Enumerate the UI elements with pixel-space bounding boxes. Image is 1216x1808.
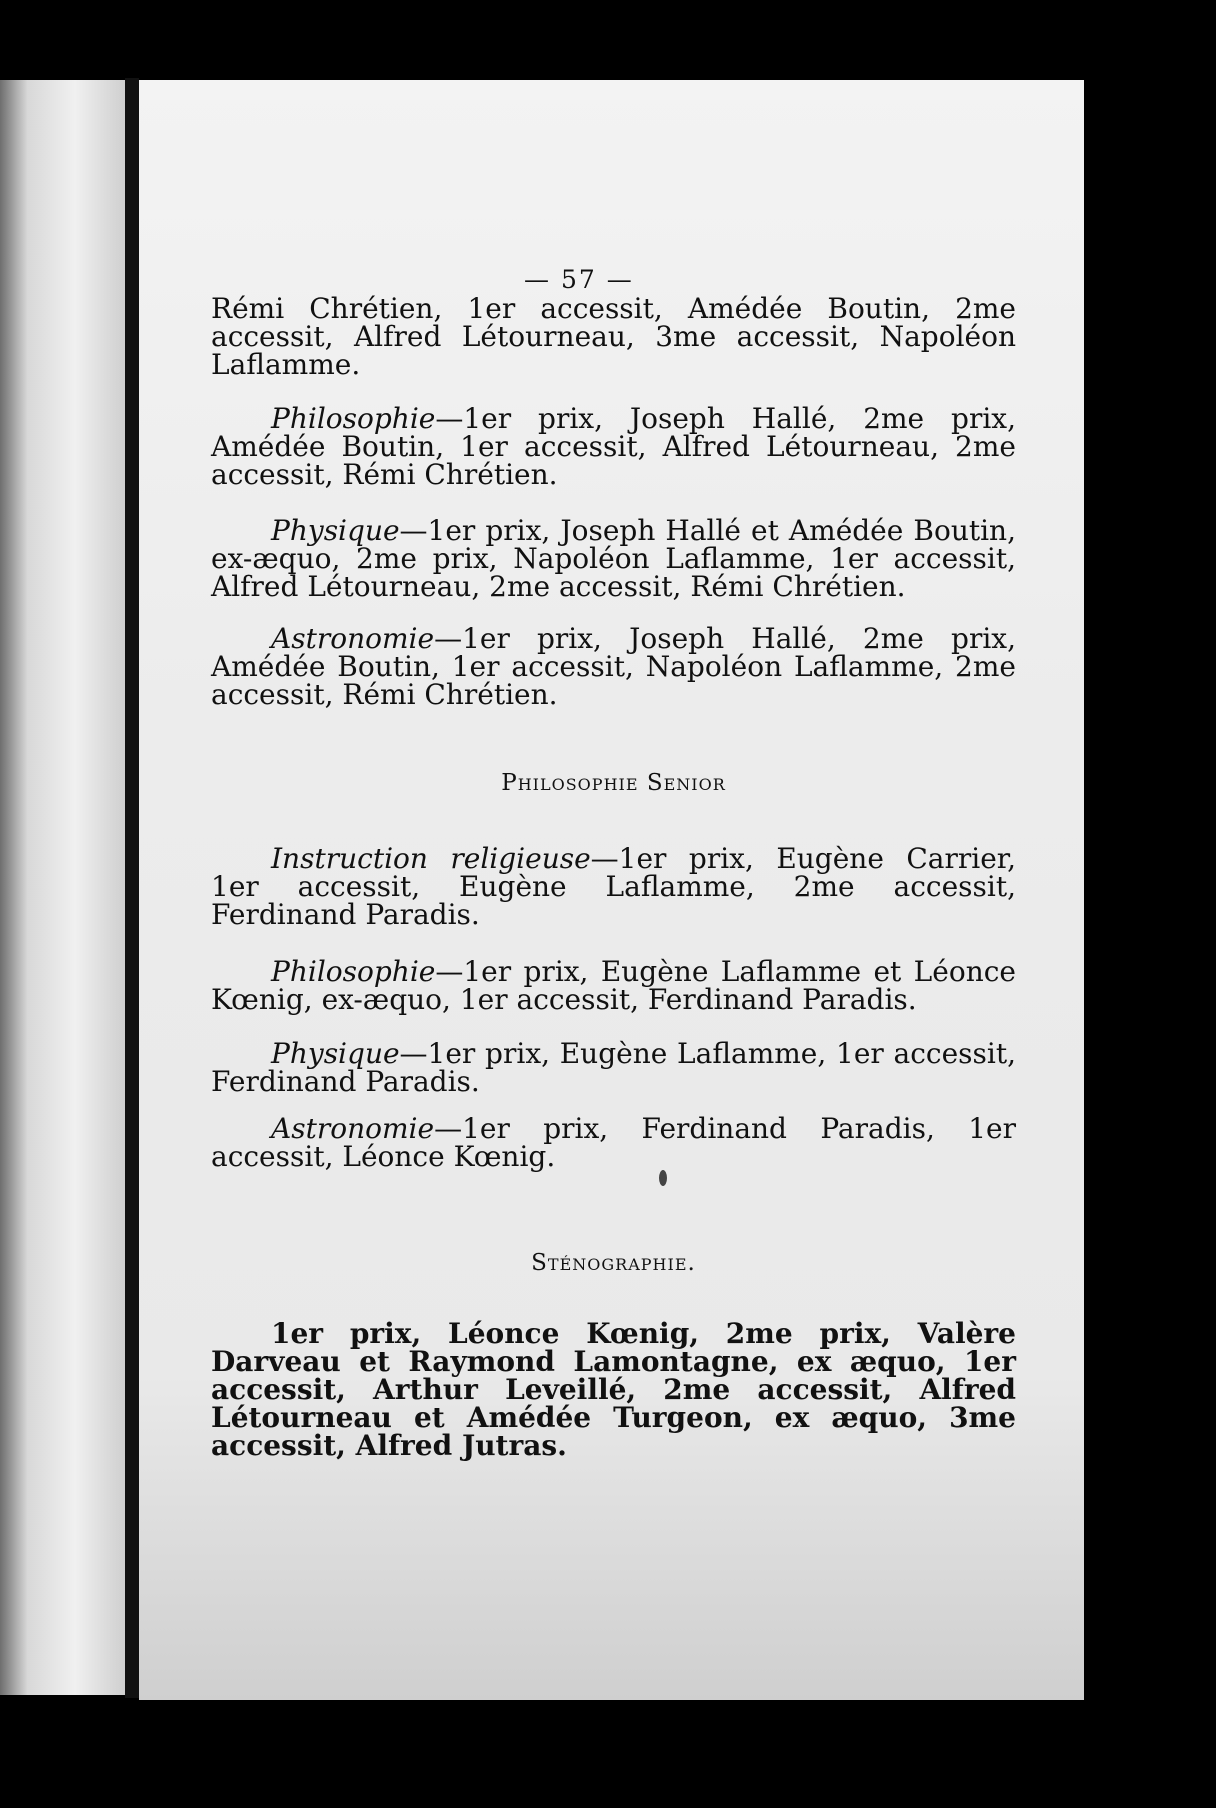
- paragraph-astronomie: Astronomie—1er prix, Joseph Hallé, 2me prix, Amédée Boutin, 1er accessit, Napoléon Laflamme, 2me accessit, Rémi Chrétien.: [211, 622, 1016, 711]
- subject-label: Philosophie: [271, 402, 436, 435]
- subject-label: Physique: [271, 1037, 400, 1070]
- subject-label: Physique: [271, 514, 400, 547]
- subject-label: Instruction religieuse: [271, 842, 591, 875]
- book-gutter: [125, 78, 139, 1698]
- left-page-edge: [0, 80, 125, 1695]
- paragraph-philosophie: Philosophie—1er prix, Joseph Hallé, 2me prix, Amédée Boutin, 1er accessit, Alfred Létourneau, 2me accessit, Rémi Chrétien.: [211, 402, 1016, 491]
- section-heading-stenographie: Sténographie.: [531, 1250, 696, 1276]
- section-heading-philosophie-senior: Philosophie Senior: [501, 770, 726, 796]
- book-page: [139, 80, 1084, 1700]
- paragraph-astronomie-senior: Astronomie—1er prix, Ferdinand Paradis, 1er accessit, Léonce Kœnig.: [211, 1112, 1016, 1173]
- page-number: — 57 —: [524, 265, 634, 294]
- subject-label: Astronomie: [271, 622, 435, 655]
- paragraph-continuation: Rémi Chrétien, 1er accessit, Amédée Boutin, 2me accessit, Alfred Létourneau, 3me accessit, Napoléon Laflamme.: [211, 292, 1016, 381]
- paragraph-physique-senior: Physique—1er prix, Eugène Laflamme, 1er accessit, Ferdinand Paradis.: [211, 1037, 1016, 1098]
- ink-speck: [659, 1170, 667, 1186]
- paragraph-physique: Physique—1er prix, Joseph Hallé et Amédée Boutin, ex-æquo, 2me prix, Napoléon Laflamme, 1er accessit, Alfred Létourneau, 2me accessit, Rémi Chrétien.: [211, 514, 1016, 603]
- paragraph-stenographie: 1er prix, Léonce Kœnig, 2me prix, Valère Darveau et Raymond Lamontagne, ex æquo, 1er accessit, Arthur Leveillé, 2me accessit, Alfred Létourneau et Amédée Turgeon, ex æquo, 3me accessit, Alfred Jutras.: [211, 1317, 1016, 1462]
- subject-label: Philosophie: [271, 955, 436, 988]
- paragraph-philosophie-senior: Philosophie—1er prix, Eugène Laflamme et Léonce Kœnig, ex-æquo, 1er accessit, Ferdinand Paradis.: [211, 955, 1016, 1016]
- paragraph-instruction-religieuse: Instruction religieuse—1er prix, Eugène Carrier, 1er accessit, Eugène Laflamme, 2me accessit, Ferdinand Paradis.: [211, 842, 1016, 931]
- subject-label: Astronomie: [271, 1112, 435, 1145]
